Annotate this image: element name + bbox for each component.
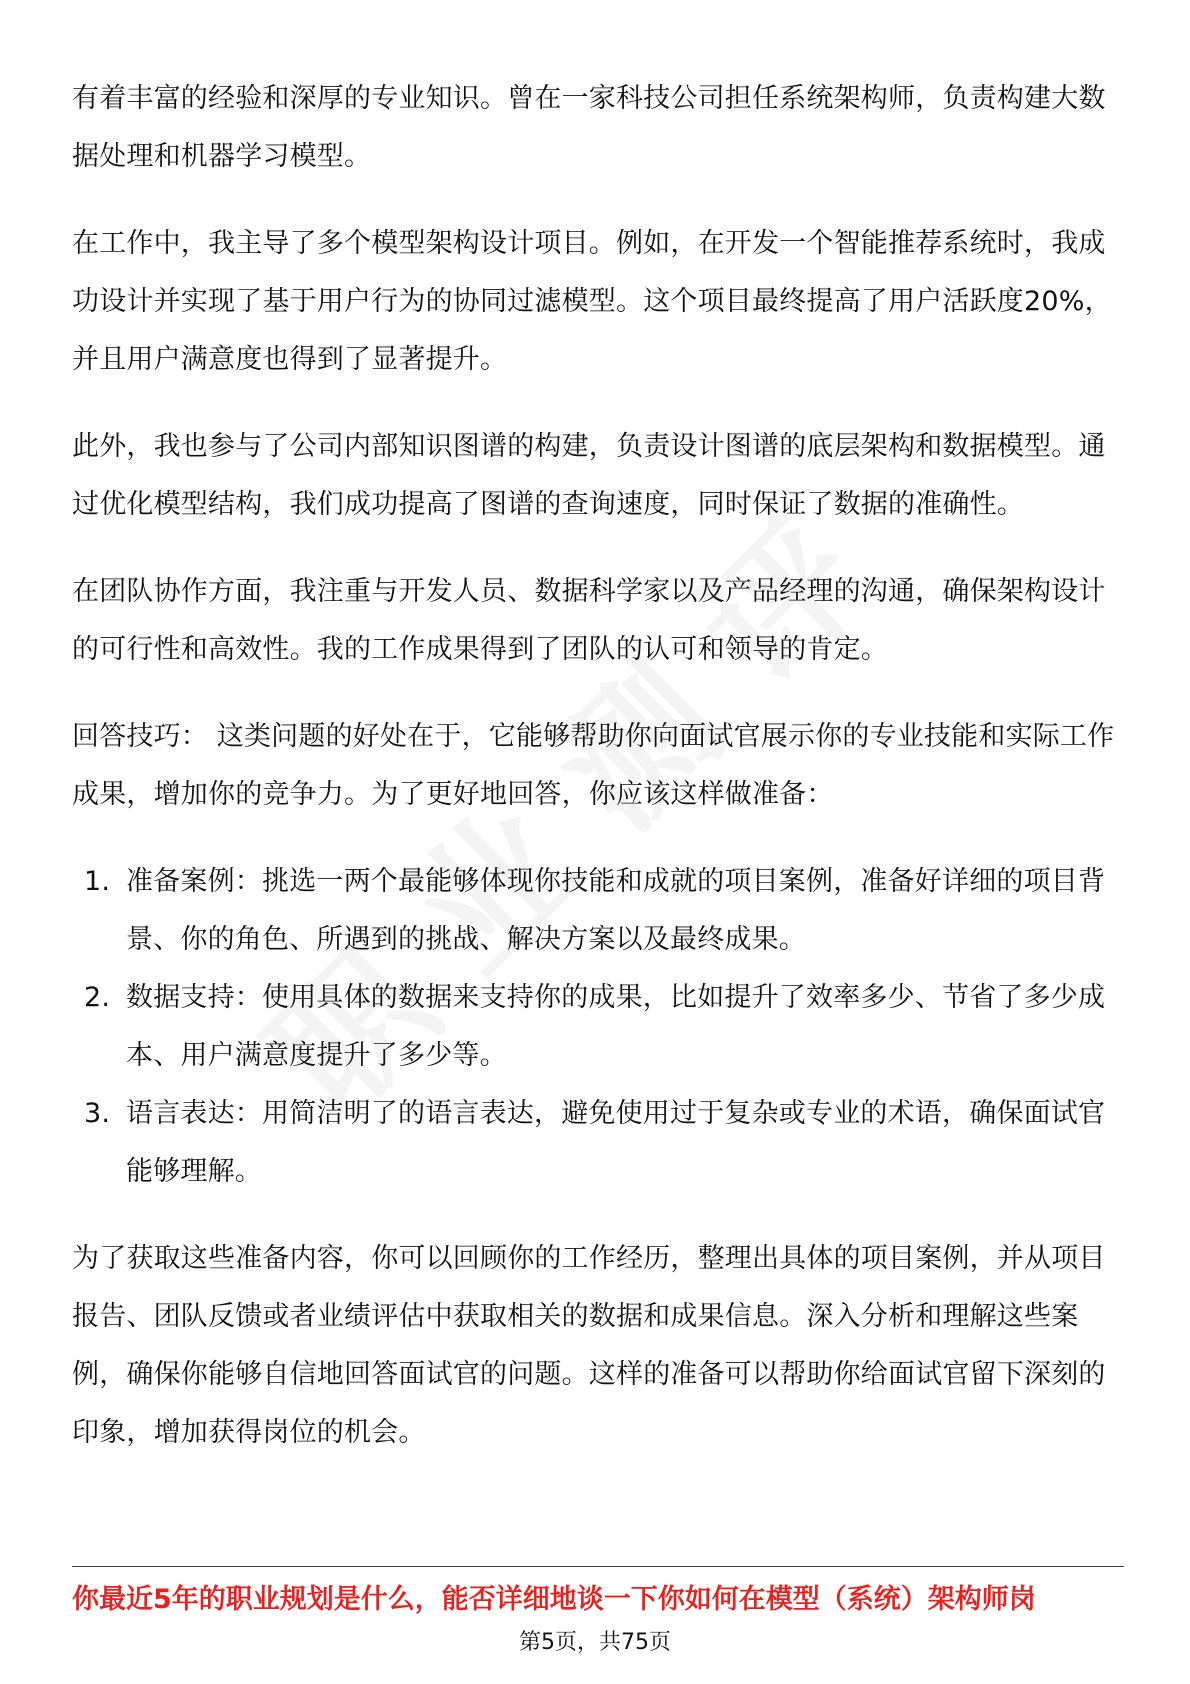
paragraph-knowledge-graph: 此外，我也参与了公司内部知识图谱的构建，负责设计图谱的底层架构和数据模型。通过优化模型结构，我们成功提高了图谱的查询速度，同时保证了数据的准确性。 <box>72 431 1106 520</box>
next-question-heading: 你最近5年的职业规划是什么，能否详细地谈一下你如何在模型（系统）架构师岗 <box>72 1584 1036 1615</box>
page-number: 第5页，共75页 <box>519 1630 671 1655</box>
list-item-text: 语言表达：用简洁明了的语言表达，避免使用过于复杂或专业的术语，确保面试官能够理解。 <box>126 1098 1106 1187</box>
tips-list <box>72 853 1124 1201</box>
list-item-text: 准备案例：挑选一两个最能够体现你技能和成就的项目案例，准备好详细的项目背景、你的角色、所遇到的挑战、解决方案以及最终成果。 <box>126 866 1106 955</box>
paragraph-experience: 有着丰富的经验和深厚的专业知识。曾在一家科技公司担任系统架构师，负责构建大数据处理和机器学习模型。 <box>72 83 1106 172</box>
list-number: 3. <box>84 1098 111 1129</box>
paragraph-teamwork: 在团队协作方面，我注重与开发人员、数据科学家以及产品经理的沟通，确保架构设计的可行性和高效性。我的工作成果得到了团队的认可和领导的肯定。 <box>72 576 1106 665</box>
list-number: 1. <box>84 866 111 897</box>
paragraph-preparation: 为了获取这些准备内容，你可以回顾你的工作经历，整理出具体的项目案例，并从项目报告、团队反馈或者业绩评估中获取相关的数据和成果信息。深入分析和理解这些案例，确保你能够自信地回答面试官的问题。这样的准备可以帮助你给面试官留下深刻的印象，增加获得岗位的机会。 <box>72 1243 1106 1448</box>
list-item-text: 数据支持：使用具体的数据来支持你的成果，比如提升了效率多少、节省了多少成本、用户满意度提升了多少等。 <box>126 982 1106 1071</box>
list-item <box>72 1085 1124 1201</box>
page-content <box>72 70 1124 1462</box>
list-item <box>72 969 1124 1085</box>
list-item <box>72 853 1124 969</box>
list-number: 2. <box>84 982 111 1013</box>
paragraph-project-lead: 在工作中，我主导了多个模型架构设计项目。例如，在开发一个智能推荐系统时，我成功设计并实现了基于用户行为的协同过滤模型。这个项目最终提高了用户活跃度20%，并且用户满意度也得到了显著提升。 <box>72 228 1112 375</box>
paragraph-answer-tips: 回答技巧： 这类问题的好处在于，它能够帮助你向面试官展示你的专业技能和实际工作成果，增加你的竞争力。为了更好地回答，你应该这样做准备： <box>72 721 1115 810</box>
section-divider <box>72 1566 1124 1567</box>
